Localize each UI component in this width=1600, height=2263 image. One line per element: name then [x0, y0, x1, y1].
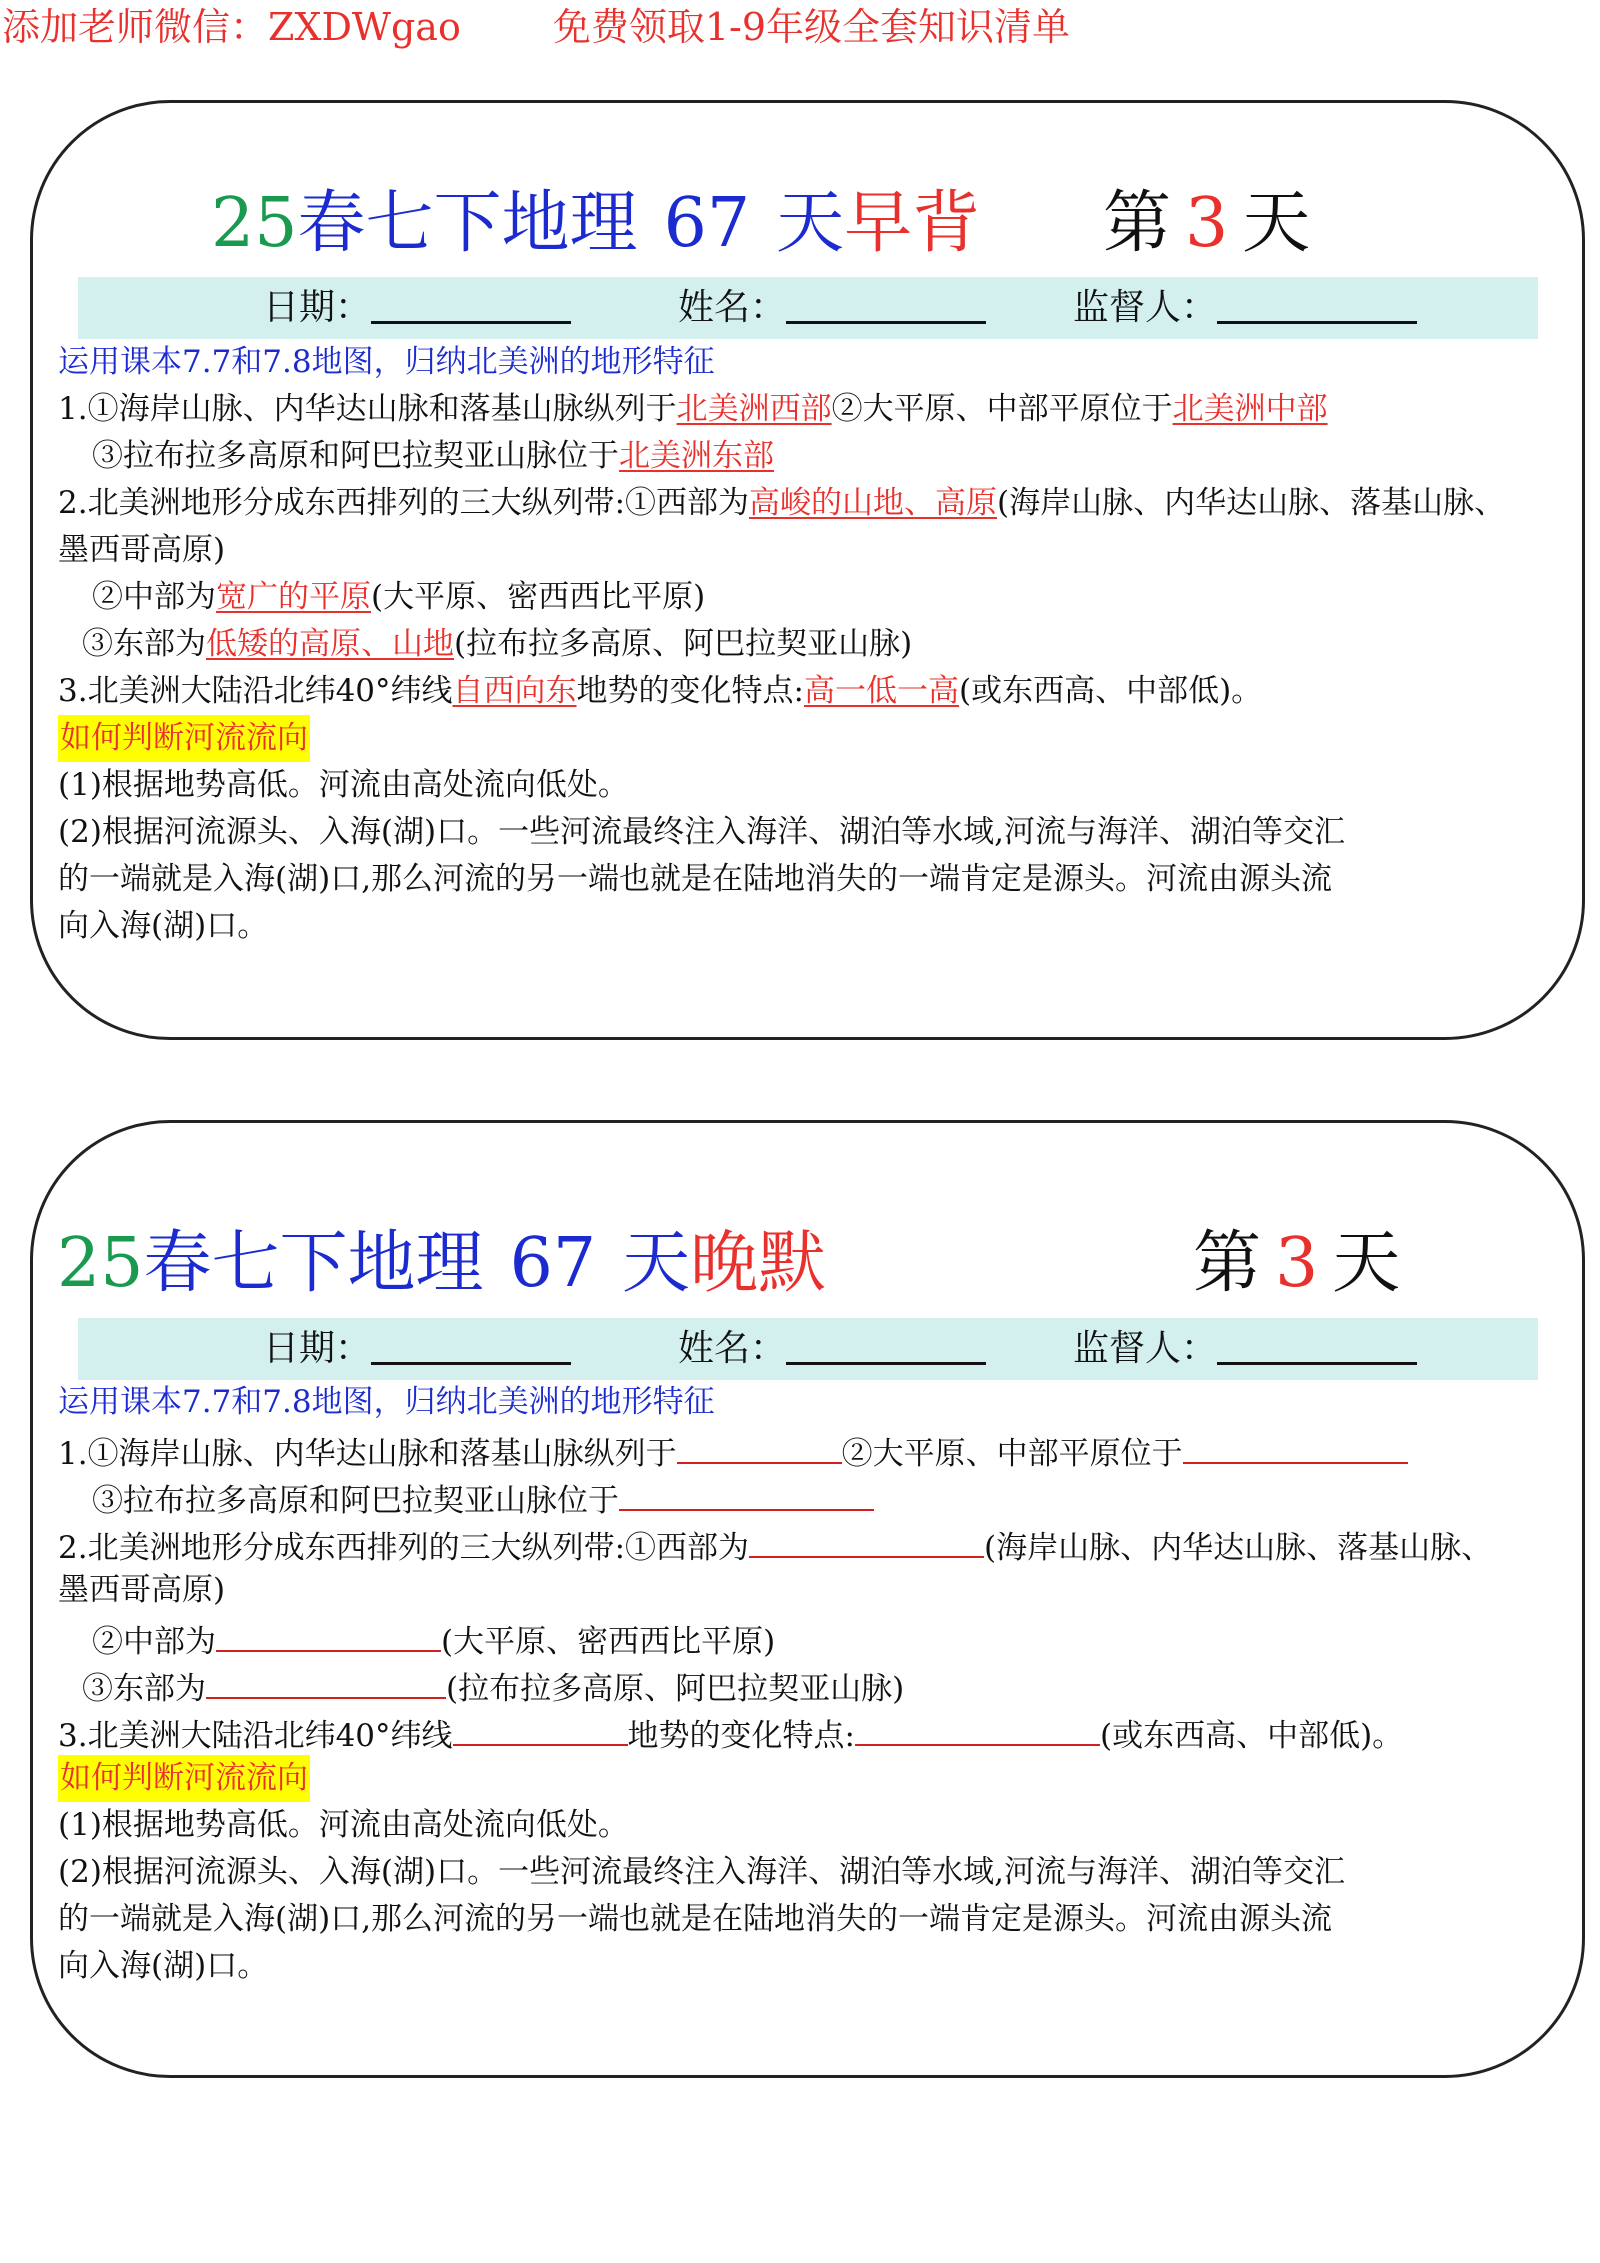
- title-season: 春: [297, 184, 366, 263]
- card-body: [58, 339, 1578, 950]
- item-2-cont: 墨西哥高原): [58, 1572, 226, 1608]
- title-count: 67: [509, 1224, 597, 1303]
- item-2: 2.北美洲地形分成东西排列的三大纵列带:①西部为 (海岸山脉、内华达山脉、落基山脉、: [58, 1520, 1578, 1567]
- item-2-cont: 墨西哥高原): [58, 532, 226, 568]
- answer-blank[interactable]: [619, 1473, 874, 1511]
- river-rule-1: (1)根据地势高低。河流由高处流向低处。: [58, 767, 629, 803]
- name-field[interactable]: [786, 1318, 986, 1365]
- answer: 北美洲西部: [676, 391, 832, 427]
- promo-banner: [2, 2, 1070, 52]
- title-season: 春: [143, 1224, 212, 1303]
- name-label: 姓名：: [678, 1328, 787, 1369]
- item-1-3: ③拉布拉多高原和阿巴拉契亚山脉位于北美洲东部: [92, 438, 774, 474]
- day-counter: 第 3 天: [1103, 184, 1311, 263]
- item-2-2: ②中部为 (大平原、密西西比平原): [58, 1614, 1578, 1661]
- morning-card: [30, 100, 1585, 1040]
- item-3: 3.北美洲大陆沿北纬40°纬线自西向东地势的变化特点:高一低一高(或东西高、中部低)。: [58, 673, 1263, 709]
- item-2-2: ②中部为宽广的平原(大平原、密西西比平原): [92, 579, 706, 615]
- answer: 高峻的山地、高原: [749, 485, 998, 521]
- info-bar: [78, 277, 1538, 339]
- card-body: [58, 1379, 1578, 1990]
- title-day-word: 天: [622, 1224, 691, 1303]
- title-subject: 七下地理: [211, 1224, 484, 1303]
- answer: 北美洲中部: [1172, 391, 1328, 427]
- river-rule-2-end: 向入海(湖)口。: [58, 908, 269, 944]
- date-label: 日期：: [263, 1328, 372, 1369]
- answer-blank[interactable]: [677, 1426, 842, 1464]
- item-2: 2.北美洲地形分成东西排列的三大纵列带:①西部为高峻的山地、高原(海岸山脉、内华达山脉、落基山脉、: [58, 485, 1506, 521]
- answer-blank[interactable]: [216, 1614, 441, 1652]
- answer-blank[interactable]: [453, 1708, 628, 1746]
- answer-blank[interactable]: [206, 1661, 446, 1699]
- title-year: 25: [57, 1224, 144, 1303]
- river-rule-1: (1)根据地势高低。河流由高处流向低处。: [58, 1807, 629, 1843]
- river-heading: 如何判断河流流向: [58, 715, 310, 762]
- answer-blank[interactable]: [1183, 1426, 1408, 1464]
- title-year: 25: [211, 184, 298, 263]
- answer: 低矮的高原、山地: [206, 626, 454, 662]
- river-heading: 如何判断河流流向: [58, 1755, 310, 1802]
- item-1-3: ③拉布拉多高原和阿巴拉契亚山脉位于: [58, 1473, 1578, 1520]
- title-count: 67: [663, 184, 751, 263]
- answer: 北美洲东部: [619, 438, 774, 474]
- name-field[interactable]: [786, 277, 986, 324]
- river-rule-2-cont: 的一端就是入海(湖)口,那么河流的另一端也就是在陆地消失的一端肯定是源头。河流由源头流: [58, 1901, 1333, 1937]
- item-2-3: ③东部为低矮的高原、山地(拉布拉多高原、阿巴拉契亚山脉): [82, 626, 913, 662]
- river-rule-2: (2)根据河流源头、入海(湖)口。一些河流最终注入海洋、湖泊等水域,河流与海洋、湖泊等交汇: [58, 1854, 1345, 1890]
- date-label: 日期：: [263, 287, 372, 328]
- item-1: 1.①海岸山脉、内华达山脉和落基山脉纵列于 ②大平原、中部平原位于: [58, 1426, 1578, 1473]
- answer: 高一低一高: [803, 673, 959, 709]
- supervisor-field[interactable]: [1217, 1318, 1417, 1365]
- supervisor-field[interactable]: [1217, 277, 1417, 324]
- item-3: 3.北美洲大陆沿北纬40°纬线 地势的变化特点: (或东西高、中部低)。: [58, 1708, 1578, 1755]
- river-rule-2-cont: 的一端就是入海(湖)口,那么河流的另一端也就是在陆地消失的一端肯定是源头。河流由源头流: [58, 861, 1333, 897]
- section-subhead: 运用课本7.7和7.8地图，归纳北美洲的地形特征: [58, 1384, 715, 1420]
- title-subject: 七下地理: [365, 184, 638, 263]
- answer: 自西向东: [452, 673, 577, 709]
- day-counter: 第 3 天: [1193, 1224, 1401, 1303]
- name-label: 姓名：: [678, 287, 787, 328]
- title-kind: 晚默: [690, 1224, 827, 1303]
- info-bar: [78, 1318, 1538, 1380]
- answer-blank[interactable]: [749, 1520, 984, 1558]
- section-subhead: 运用课本7.7和7.8地图，归纳北美洲的地形特征: [58, 344, 715, 380]
- title-day-word: 天: [776, 184, 845, 263]
- evening-card: [30, 1120, 1585, 2078]
- banner-wechat: 添加老师微信：ZXDWgao: [2, 5, 461, 49]
- banner-offer: 免费领取1-9年级全套知识清单: [552, 5, 1071, 49]
- date-field[interactable]: [371, 1318, 571, 1365]
- item-1: 1.①海岸山脉、内华达山脉和落基山脉纵列于北美洲西部②大平原、中部平原位于北美洲中部: [58, 391, 1328, 427]
- title-kind: 早背: [844, 184, 981, 263]
- date-field[interactable]: [371, 277, 571, 324]
- card-title: [33, 1219, 1582, 1309]
- river-rule-2-end: 向入海(湖)口。: [58, 1948, 269, 1984]
- supervisor-label: 监督人：: [1073, 1328, 1218, 1369]
- supervisor-label: 监督人：: [1073, 287, 1218, 328]
- card-title: [33, 179, 1582, 269]
- item-2-3: ③东部为 (拉布拉多高原、阿巴拉契亚山脉): [58, 1661, 1578, 1708]
- answer: 宽广的平原: [216, 579, 371, 615]
- answer-blank[interactable]: [855, 1708, 1100, 1746]
- river-rule-2: (2)根据河流源头、入海(湖)口。一些河流最终注入海洋、湖泊等水域,河流与海洋、湖泊等交汇: [58, 814, 1345, 850]
